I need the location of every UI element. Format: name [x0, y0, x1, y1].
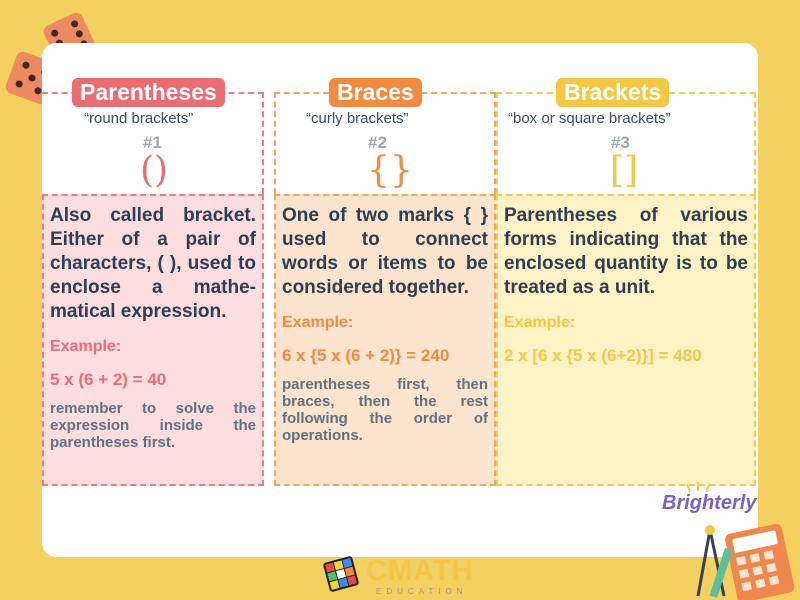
- cmath-text: CMATH: [366, 555, 474, 587]
- braces-example: 6 x {5 x (6 + 2)} = 240: [282, 346, 450, 365]
- parentheses-description: Also called bracket. Either of a pair of characters, ( ), used to enclose a mathe-matical expression.: [50, 205, 256, 322]
- braces-note: parentheses first, then braces, then the rest following the order of operations.: [282, 376, 488, 444]
- brighterly-text: Brighterly: [662, 492, 757, 514]
- rubiks-cube-icon: [320, 553, 362, 595]
- parentheses-symbol: (): [140, 150, 169, 191]
- braces-title: Braces: [329, 78, 422, 107]
- braces-body: [274, 194, 496, 486]
- brackets-symbol: []: [610, 150, 639, 191]
- braces-alias: “curly brackets”: [306, 110, 409, 127]
- sparkle-icon: [684, 482, 714, 494]
- cmath-subtext: EDUCATION: [376, 587, 468, 596]
- brackets-body: [496, 194, 756, 486]
- parentheses-title: Parentheses: [72, 78, 225, 107]
- cmath-logo: [318, 553, 488, 598]
- braces-description: One of two marks { } used to connect words or items to be considered together.: [282, 205, 488, 298]
- calculator-decoration: [690, 510, 800, 600]
- brackets-number: #3: [611, 133, 630, 152]
- brackets-description: Parentheses of various forms indicating that the enclosed quantity is to be treated as a unit.: [504, 205, 748, 298]
- parentheses-alias: “round brackets”: [84, 110, 194, 127]
- parentheses-number: #1: [143, 133, 162, 152]
- brackets-alias: “box or square brackets”: [508, 110, 671, 127]
- parentheses-example-label: Example:: [50, 338, 122, 355]
- braces-example-label: Example:: [282, 314, 354, 331]
- brackets-example: 2 x [6 x {5 x (6+2)}] = 480: [504, 346, 702, 365]
- parentheses-note: remember to solve the expression inside the parentheses first.: [50, 400, 256, 451]
- brackets-example-label: Example:: [504, 314, 576, 331]
- brackets-title: Brackets: [556, 78, 669, 107]
- braces-number: #2: [368, 133, 387, 152]
- braces-symbol: {}: [367, 150, 413, 191]
- parentheses-body: [42, 194, 264, 486]
- parentheses-example: 5 x (6 + 2) = 40: [50, 370, 167, 389]
